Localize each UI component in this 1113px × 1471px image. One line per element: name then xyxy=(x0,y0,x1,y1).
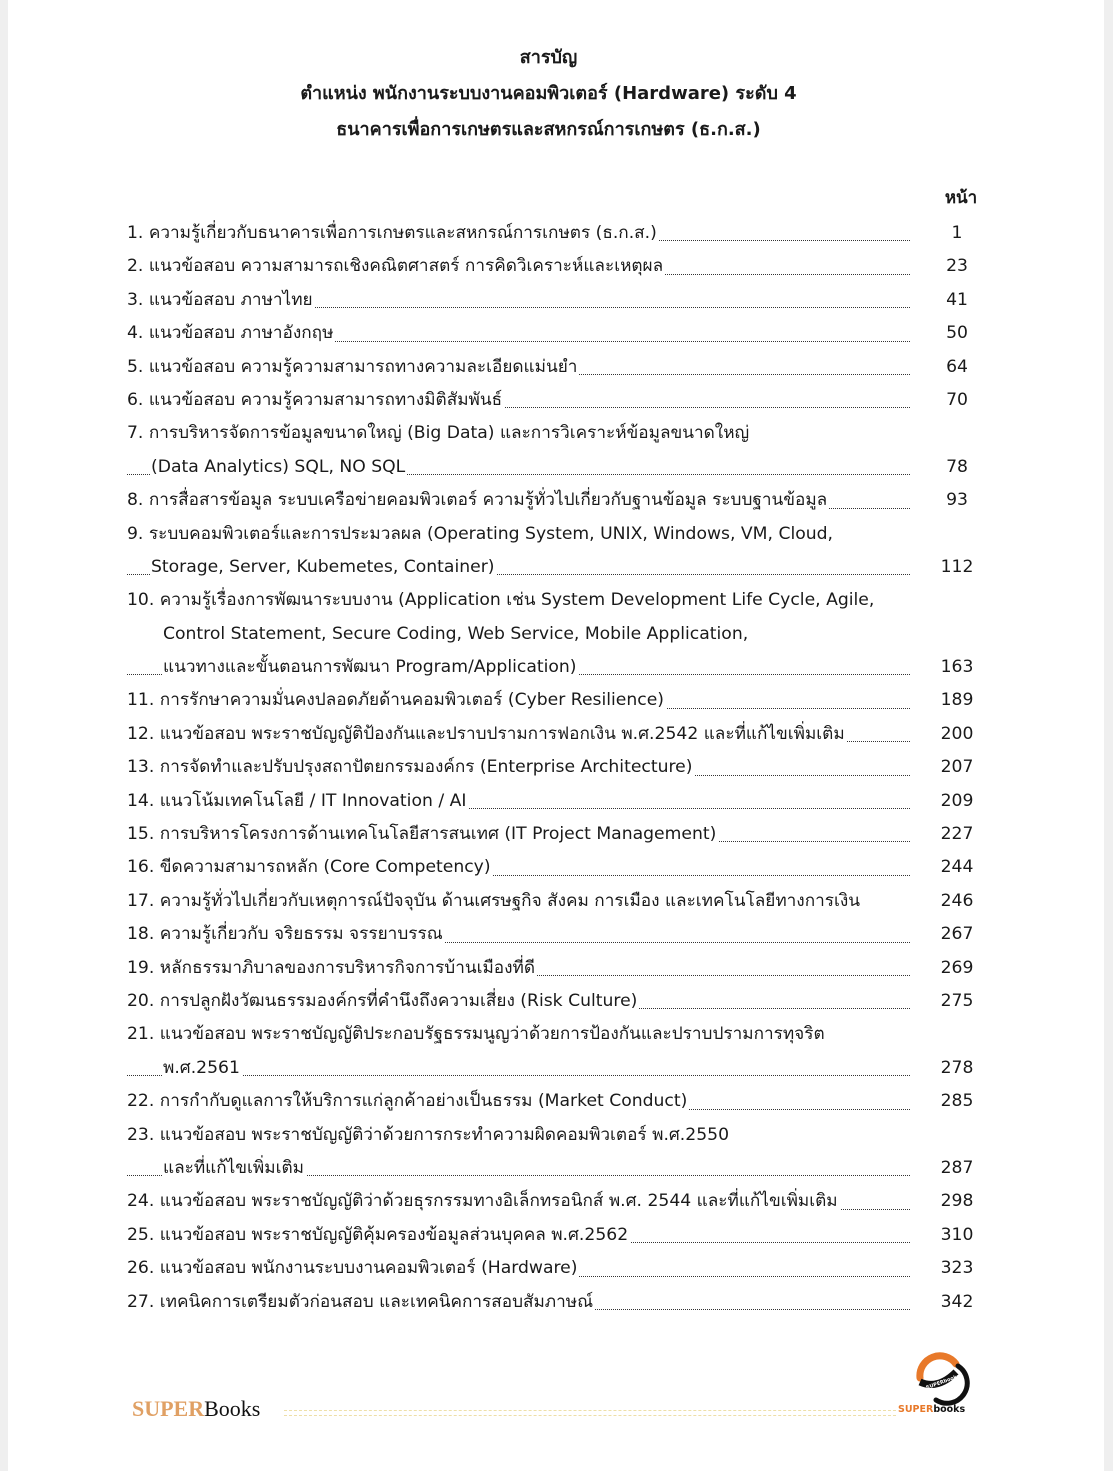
footer-divider xyxy=(284,1410,896,1416)
position-title: ตำแหน่ง พนักงานระบบงานคอมพิวเตอร์ (Hardware) ระดับ 4 xyxy=(300,83,797,104)
toc-entry-title: 24. แนวข้อสอบ พระราชบัญญัติว่าด้วยธุรกรรมทางอิเล็กทรอนิกส์ พ.ศ. 2544 และที่แก้ไขเพิ่มเติม xyxy=(127,1191,838,1212)
toc-page-number: 227 xyxy=(940,824,974,845)
toc-entry-title: 7. การบริหารจัดการข้อมูลขนาดใหญ่ (Big Data) และการวิเคราะห์ข้อมูลขนาดใหญ่ xyxy=(127,423,750,444)
toc-entry-text-wrap xyxy=(127,785,910,818)
toc-entry-title: 1. ความรู้เกี่ยวกับธนาคารเพื่อการเกษตรและสหกรณ์การเกษตร (ธ.ก.ส.) xyxy=(127,223,657,243)
toc-page-number: 189 xyxy=(940,690,974,711)
toc-entry-title: 9. ระบบคอมพิวเตอร์และการประมวลผล (Operating System, UNIX, Windows, VM, Cloud, xyxy=(127,523,833,544)
toc-entry[interactable] xyxy=(127,851,990,884)
toc-page-number: 23 xyxy=(946,256,968,277)
toc-entry-text-wrap xyxy=(127,217,910,250)
toc-entry[interactable] xyxy=(127,718,990,751)
toc-entry[interactable] xyxy=(127,684,990,717)
toc-entry[interactable] xyxy=(127,217,990,250)
footer-brand xyxy=(132,1396,260,1422)
toc-heading: สารบัญ xyxy=(519,47,578,68)
toc-entry-title: Control Statement, Secure Coding, Web Service, Mobile Application, xyxy=(163,623,749,644)
toc-page-number: 298 xyxy=(940,1191,974,1212)
toc-entry[interactable] xyxy=(127,918,990,951)
toc-entry-text-wrap xyxy=(127,1286,910,1319)
toc-entry-title: 18. ความรู้เกี่ยวกับ จริยธรรม จรรยาบรรณ xyxy=(127,924,443,945)
toc-entry-text-wrap xyxy=(127,885,910,918)
dot-leader xyxy=(127,1075,910,1076)
toc-entry-title: 3. แนวข้อสอบ ภาษาไทย xyxy=(127,289,313,310)
toc-entry-text-wrap xyxy=(127,718,910,751)
toc-title-block xyxy=(0,40,1105,148)
toc-entry-title: (Data Analytics) SQL, NO SQL xyxy=(151,456,406,477)
toc-entry[interactable] xyxy=(127,384,990,417)
table-of-contents xyxy=(127,217,990,1319)
toc-page-number: 342 xyxy=(940,1291,974,1312)
toc-page-number: 93 xyxy=(946,490,968,511)
toc-entry[interactable] xyxy=(127,1085,990,1118)
toc-entry-title: 22. การกำกับดูแลการให้บริการแก่ลูกค้าอย่างเป็นธรรม (Market Conduct) xyxy=(127,1091,688,1112)
toc-entry-title: 5. แนวข้อสอบ ความรู้ความสามารถทางความละเอียดแม่นยำ xyxy=(127,356,578,377)
toc-page-number: 209 xyxy=(940,790,974,811)
toc-entry-title: 26. แนวข้อสอบ พนักงานระบบงานคอมพิวเตอร์ (Hardware) xyxy=(127,1258,578,1279)
toc-page-number: 267 xyxy=(940,924,974,945)
toc-entry[interactable] xyxy=(127,1119,990,1152)
toc-page-number: 323 xyxy=(940,1258,974,1279)
toc-entry[interactable] xyxy=(127,317,990,350)
toc-entry[interactable] xyxy=(127,584,990,617)
toc-page-number: 278 xyxy=(940,1057,974,1078)
toc-entry-title: 15. การบริหารโครงการด้านเทคโนโลยีสารสนเทศ (IT Project Management) xyxy=(127,824,717,845)
toc-entry-title: 2. แนวข้อสอบ ความสามารถเชิงคณิตศาสตร์ การคิดวิเคราะห์และเหตุผล xyxy=(127,256,664,277)
toc-entry-title: 11. การรักษาความมั่นคงปลอดภัยด้านคอมพิวเตอร์ (Cyber Resilience) xyxy=(127,690,664,711)
toc-entry[interactable] xyxy=(127,1018,990,1051)
toc-entry-text-wrap xyxy=(127,484,910,517)
toc-entry-title: แนวทางและขั้นตอนการพัฒนา Program/Application) xyxy=(163,657,577,678)
toc-entry-title: 21. แนวข้อสอบ พระราชบัญญัติประกอบรัฐธรรมนูญว่าด้วยการป้องกันและปราบปรามการทุจริต xyxy=(127,1024,825,1045)
logo-wordmark: SUPERbooks xyxy=(898,1404,966,1415)
toc-entry-title: 14. แนวโน้มเทคโนโลยี / IT Innovation / AI xyxy=(127,790,467,811)
toc-page-number: 310 xyxy=(940,1224,974,1245)
brand-super-text: SUPER xyxy=(132,1396,205,1421)
toc-entry[interactable] xyxy=(127,818,990,851)
toc-entry-title: Storage, Server, Kubemetes, Container) xyxy=(151,556,495,577)
toc-entry-title: และที่แก้ไขเพิ่มเติม xyxy=(163,1157,304,1178)
toc-entry[interactable] xyxy=(127,484,990,517)
toc-entry-text-wrap xyxy=(127,684,910,717)
toc-entry-title: 19. หลักธรรมาภิบาลของการบริหารกิจการบ้านเมืองที่ดี xyxy=(127,957,536,978)
superbooks-logo xyxy=(898,1352,978,1422)
toc-entry-text-wrap xyxy=(127,1085,910,1118)
toc-entry[interactable] xyxy=(127,284,990,317)
toc-entry-text-wrap xyxy=(127,284,910,317)
toc-entry-title: 16. ขีดความสามารถหลัก (Core Competency) xyxy=(127,857,491,878)
toc-entry-text-wrap xyxy=(127,1152,910,1185)
toc-entry[interactable] xyxy=(127,1286,990,1319)
toc-entry-title: 13. การจัดทำและปรับปรุงสถาปัตยกรรมองค์กร (Enterprise Architecture) xyxy=(127,757,693,778)
toc-entry-text-wrap xyxy=(127,1018,910,1051)
toc-page-number: 246 xyxy=(940,890,974,911)
toc-page-number: 78 xyxy=(946,456,968,477)
toc-entry-text-wrap xyxy=(127,584,910,617)
toc-page-number: 200 xyxy=(940,723,974,744)
toc-page-number: 285 xyxy=(940,1091,974,1112)
toc-page-number: 275 xyxy=(940,990,974,1011)
toc-entry[interactable] xyxy=(127,985,990,1018)
toc-entry-text-wrap xyxy=(127,417,910,450)
toc-entry-title: 23. แนวข้อสอบ พระราชบัญญัติว่าด้วยการกระทำความผิดคอมพิวเตอร์ พ.ศ.2550 xyxy=(127,1124,730,1145)
toc-entry[interactable] xyxy=(127,351,990,384)
toc-entry-title: 17. ความรู้ทั่วไปเกี่ยวกับเหตุการณ์ปัจจุบัน ด้านเศรษฐกิจ สังคม การเมือง และเทคโนโลยีทางการเงิน xyxy=(127,890,861,911)
toc-page-number: 112 xyxy=(940,556,974,577)
toc-entry-continuation[interactable] xyxy=(127,618,990,651)
toc-page-number: 70 xyxy=(946,389,968,410)
toc-entry[interactable] xyxy=(127,751,990,784)
toc-entry-continuation[interactable] xyxy=(127,451,990,484)
toc-entry-title: 4. แนวข้อสอบ ภาษาอังกฤษ xyxy=(127,323,334,344)
toc-entry[interactable] xyxy=(127,1252,990,1285)
toc-entry-title: พ.ศ.2561 xyxy=(163,1057,240,1078)
toc-entry-text-wrap xyxy=(127,1119,910,1152)
toc-page-number: 244 xyxy=(940,857,974,878)
toc-entry-text-wrap xyxy=(127,751,910,784)
toc-page-number: 41 xyxy=(946,289,968,310)
toc-entry[interactable] xyxy=(127,885,990,918)
toc-entry-title: 8. การสื่อสารข้อมูล ระบบเครือข่ายคอมพิวเตอร์ ความรู้ทั่วไปเกี่ยวกับฐานข้อมูล ระบบฐานข้อมูล xyxy=(127,490,828,511)
toc-entry-text-wrap xyxy=(127,952,910,985)
superbooks-globe-logo-icon xyxy=(898,1352,978,1408)
toc-entry-continuation[interactable] xyxy=(127,1052,990,1085)
toc-entry-text-wrap xyxy=(127,985,910,1018)
toc-entry-text-wrap xyxy=(127,317,910,350)
toc-entry-text-wrap xyxy=(127,918,910,951)
toc-entry-text-wrap xyxy=(127,250,910,283)
toc-entry-title: 6. แนวข้อสอบ ความรู้ความสามารถทางมิติสัมพันธ์ xyxy=(127,389,503,410)
toc-entry-text-wrap xyxy=(127,618,910,651)
toc-page-number: 163 xyxy=(940,657,974,678)
toc-page-number: 1 xyxy=(951,223,963,243)
toc-page-number: 287 xyxy=(940,1157,974,1178)
organization-title: ธนาคารเพื่อการเกษตรและสหกรณ์การเกษตร (ธ.ก.ส.) xyxy=(336,119,761,140)
toc-entry-text-wrap xyxy=(127,1252,910,1285)
toc-entry-text-wrap xyxy=(127,1052,910,1085)
toc-entry-text-wrap xyxy=(127,451,910,484)
toc-entry-title: 10. ความรู้เรื่องการพัฒนาระบบงาน (Application เช่น System Development Life Cycle, Agile, xyxy=(127,590,875,611)
toc-page-number: 50 xyxy=(946,323,968,344)
toc-entry-text-wrap xyxy=(127,551,910,584)
toc-page-number: 207 xyxy=(940,757,974,778)
toc-entry-continuation[interactable] xyxy=(127,551,990,584)
toc-entry-text-wrap xyxy=(127,518,910,551)
brand-books-text: Books xyxy=(204,1396,261,1421)
page-column-header: หน้า xyxy=(944,188,978,208)
toc-entry-text-wrap xyxy=(127,818,910,851)
toc-entry-text-wrap xyxy=(127,351,910,384)
toc-entry-text-wrap xyxy=(127,384,910,417)
toc-entry-title: 27. เทคนิคการเตรียมตัวก่อนสอบ และเทคนิคการสอบสัมภาษณ์ xyxy=(127,1291,594,1312)
toc-entry-text-wrap xyxy=(127,651,910,684)
toc-entry[interactable] xyxy=(127,518,990,551)
toc-page-number: 269 xyxy=(940,957,974,978)
toc-entry[interactable] xyxy=(127,952,990,985)
toc-page-number: 64 xyxy=(946,356,968,377)
toc-entry-continuation[interactable] xyxy=(127,1152,990,1185)
toc-entry[interactable] xyxy=(127,250,990,283)
toc-entry[interactable] xyxy=(127,1185,990,1218)
toc-entry-continuation[interactable] xyxy=(127,651,990,684)
svg-text:SUPERbooks: SUPERbooks xyxy=(925,1373,961,1392)
toc-entry-title: 12. แนวข้อสอบ พระราชบัญญัติป้องกันและปราบปรามการฟอกเงิน พ.ศ.2542 และที่แก้ไขเพิ่มเติม xyxy=(127,723,845,744)
toc-entry-title: 20. การปลูกฝังวัฒนธรรมองค์กรที่คำนึงถึงความเสี่ยง (Risk Culture) xyxy=(127,990,638,1011)
toc-entry-title: 25. แนวข้อสอบ พระราชบัญญัติคุ้มครองข้อมูลส่วนบุคคล พ.ศ.2562 xyxy=(127,1224,629,1245)
toc-entry[interactable] xyxy=(127,417,990,450)
toc-entry-text-wrap xyxy=(127,851,910,884)
toc-entry[interactable] xyxy=(127,785,990,818)
toc-entry-text-wrap xyxy=(127,1185,910,1218)
toc-entry[interactable] xyxy=(127,1219,990,1252)
toc-entry-text-wrap xyxy=(127,1219,910,1252)
